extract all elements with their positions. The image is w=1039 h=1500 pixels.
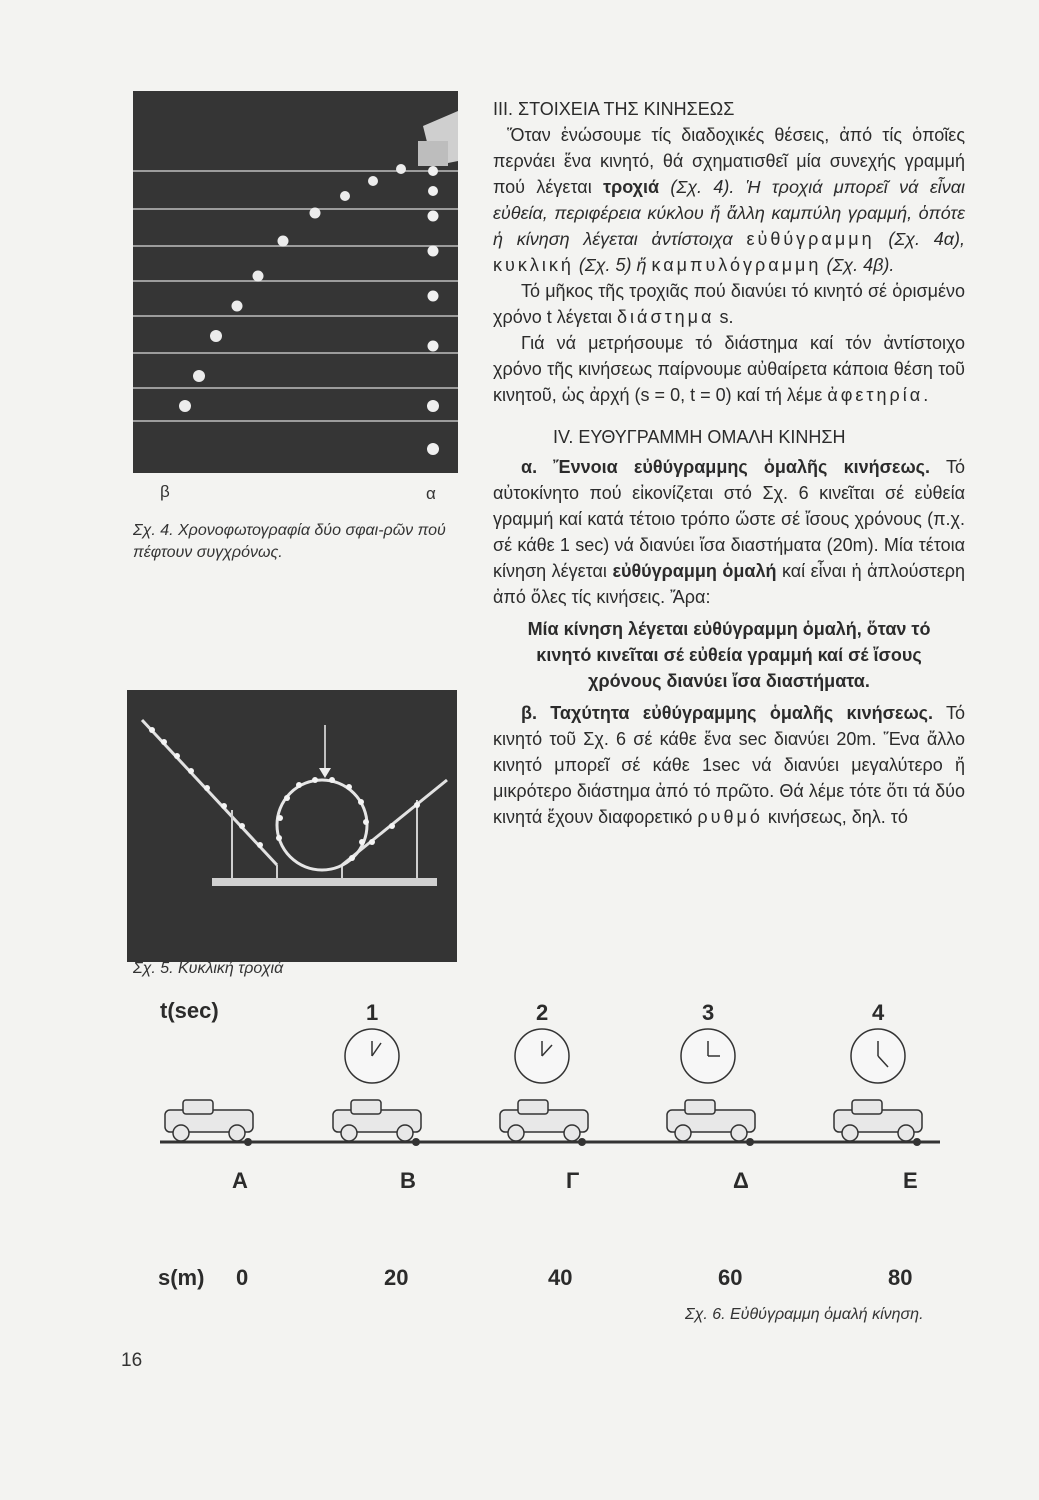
distance-60: 60: [718, 1265, 743, 1290]
point-E: Ε: [903, 1168, 918, 1193]
fig6-caption: Σχ. 6. Εὐθύγραμμη ὁμαλή κίνηση.: [685, 1306, 924, 1323]
page-number: 16: [121, 1350, 143, 1371]
time-2: 2: [536, 1000, 549, 1025]
time-axis-label: t(sec): [160, 998, 219, 1023]
section4-rule: Μία κίνηση λέγεται εὐθύγραμμη ὁμαλή, ὅταν τό κινητό κινεῖται σέ εὐθεία γραμμή καί σέ ἴσους χρόνους διανύει ἴσα διαστήματα.: [527, 619, 931, 691]
distance-20: 20: [384, 1265, 409, 1290]
distance-0: 0: [236, 1265, 249, 1290]
distance-80: 80: [888, 1265, 913, 1290]
figure-4-photo: [133, 91, 458, 473]
section4-para-a: α. Ἔννοια εὐθύγραμμης ὁμαλῆς κινήσεως. Τό αὐτοκίνητο πού εἰκονίζεται στό Σχ. 6 κινεῖται σέ εὐθεία γραμμή καί κατά τέτοιο τρόπο ὥστε σέ ἴσους χρόνους (π.χ. σέ κάθε 1 sec) νά διανύει ἴσα διαστήματα (20m). Μία τέτοια κίνηση λέγεται εὐθύγραμμη ὁμαλή καί εἶναι ἡ ἁπλούστερη ἀπό ὅλες τίς κινήσεις. Ἄρα:: [493, 457, 965, 607]
section3-heading: III. ΣΤΟΙΧΕΙΑ ΤΗΣ ΚΙΝΗΣΕΩΣ: [493, 99, 735, 119]
fig4-caption: Σχ. 4. Χρονοφωτογραφία δύο σφαι-ρῶν πού πέφτουν συγχρόνως.: [133, 522, 446, 561]
time-4: 4: [872, 1000, 885, 1025]
point-Gamma: Γ: [566, 1168, 580, 1193]
section4-para-b: β. Ταχύτητα εὐθύγραμμης ὁμαλῆς κινήσεως. Τό κινητό τοῦ Σχ. 6 σέ κάθε ἕνα sec διανύει 20m. Ἕνα ἄλλο κινητό μπορεῖ σέ κάθε 1sec νά διανύει μεγαλύτερο ἤ μικρότερο διάστημα ἀπό τό πρῶτο. Θά λέμε τότε ὅτι τά δύο κινητά ἔχουν διαφορετικό ρυθμό κινήσεως, δηλ. τό: [493, 703, 965, 827]
figure-5-photo: [127, 690, 457, 962]
time-1: 1: [366, 1000, 379, 1025]
loop-track-photo: [127, 690, 457, 962]
distance-40: 40: [548, 1265, 573, 1290]
point-Delta: Δ: [733, 1168, 749, 1193]
section3-para1: Ὅταν ἑνώσουμε τίς διαδοχικές θέσεις, ἀπό τίς ὁποῖες περνάει ἕνα κινητό, θά σχηματισθεῖ μία συνεχής γραμμή πού λέγεται τροχιά (Σχ. 4). Ἡ τροχιά μπορεῖ νά εἶναι εὐθεία, περιφέρεια κύκλου ἤ ἄλλη καμπύλη γραμμή, ὁπότε ἡ κίνηση λέγεται ἀντίστοιχα εὐθύγραμμη (Σχ. 4α), κυκλική (Σχ. 5) ἤ καμπυλόγραμμη (Σχ. 4β).: [493, 125, 965, 275]
fig5-caption: Σχ. 5. Κυκλική τροχιά: [133, 960, 284, 977]
distance-axis-label: s(m): [158, 1265, 205, 1290]
falling-balls-photo: [133, 91, 458, 473]
section3-para2: Τό μῆκος τῆς τροχιᾶς πού διανύει τό κινητό σέ ὁρισμένο χρόνο t λέγεται διάστημα s.: [493, 281, 965, 327]
section3-para3: Γιά νά μετρήσουμε τό διάστημα καί τόν ἀντίστοιχο χρόνο τῆς κινήσεως παίρνουμε αὐθαίρετα κάποια θέση τοῦ κινητοῦ, ὡς ἀρχή (s = 0, t = 0) καί τή λέμε ἀφετηρία.: [493, 333, 965, 405]
main-text-column: [493, 96, 965, 830]
time-3: 3: [702, 1000, 715, 1025]
point-B: Β: [400, 1168, 416, 1193]
fig4-label-beta: β: [160, 482, 170, 501]
fig4-label-alpha: α: [426, 484, 436, 503]
motion-diagram: [150, 1025, 950, 1165]
car-icon: [165, 1100, 922, 1141]
clock-icon: [345, 1029, 905, 1083]
point-A: Α: [232, 1168, 248, 1193]
section4-heading: IV. ΕΥΘΥΓΡΑΜΜΗ ΟΜΑΛΗ ΚΙΝΗΣΗ: [553, 427, 846, 447]
